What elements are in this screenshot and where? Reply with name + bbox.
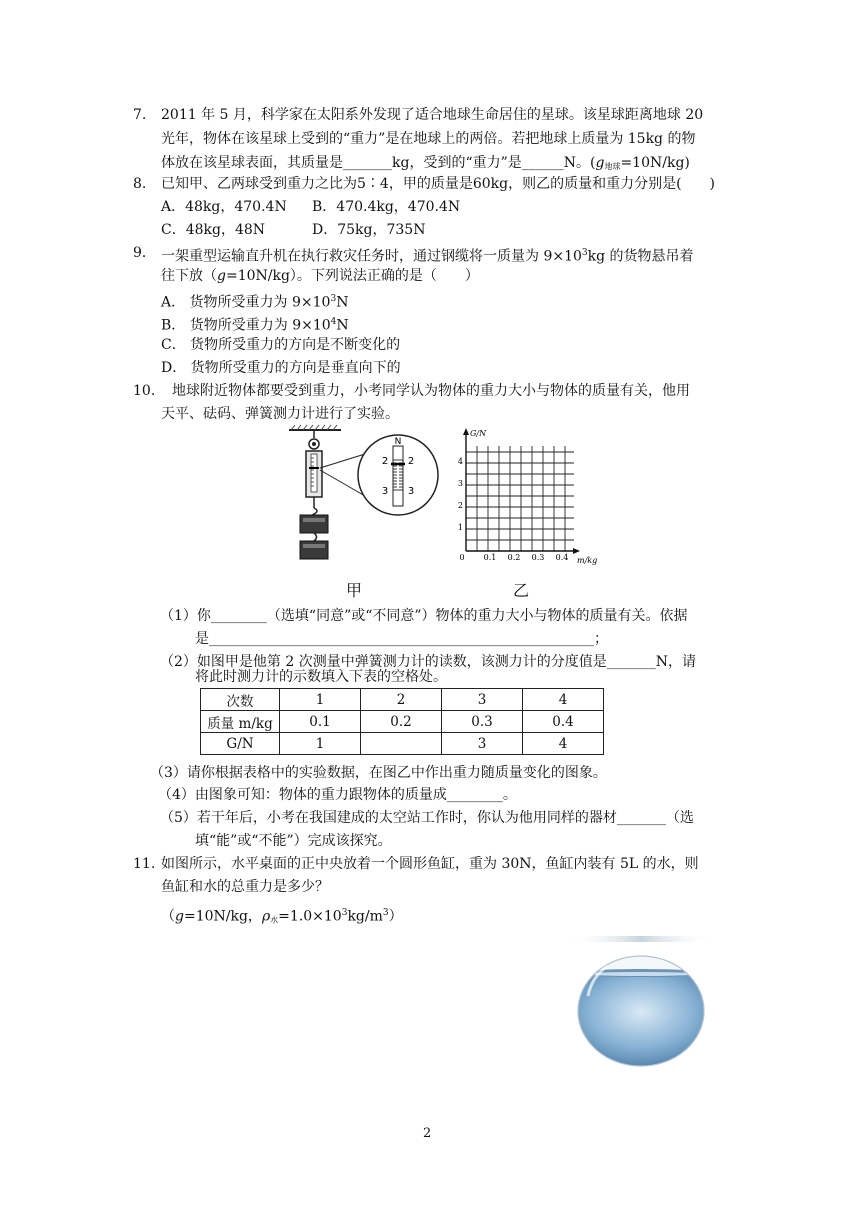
q8-number: 8.: [133, 176, 147, 192]
q7-line-2: 光年，物体在该星球上受到的“重力”是在地球上的两倍。若把地球上质量为 15kg 的物: [161, 131, 696, 147]
graph-y-axis-label: G/N: [470, 429, 487, 438]
table-cell: 0.3: [442, 711, 523, 733]
table-cell: 0.1: [280, 711, 361, 733]
q7-line-1: 2011 年 5 月，科学家在太阳系外发现了适合地球生命居住的星球。该星球距离地球 20: [161, 107, 704, 123]
q10-part-5-line-2: 填“能”或“不能”）完成该探究。: [195, 833, 392, 849]
q10-part-4: （4）由图象可知：物体的重力跟物体的质量成________。: [158, 787, 517, 803]
graph-x-axis-label: m/kg: [577, 556, 598, 565]
table-cell: 0.4: [523, 711, 604, 733]
table-row: [201, 733, 604, 755]
q10-line-1: 地球附近物体都要受到重力，小考同学认为物体的重力大小与物体的质量有关，他用: [172, 383, 690, 399]
q10-line-2: 天平、砝码、弹簧测力计进行了实验。: [161, 406, 399, 422]
graph-x-tick-0.1: 0.1: [483, 553, 497, 562]
q8-option-a: A．48kg，470.4N: [161, 199, 287, 215]
table-cell: 2: [361, 689, 442, 711]
table-cell: 4: [523, 733, 604, 755]
q7-line-3: 体放在该星球表面，其质量是_______kg，受到的“重力”是______N。$(g_{地球}=10N/kg)$: [161, 155, 690, 171]
fish-tank-image: [566, 936, 716, 1068]
q8-stem: 已知甲、乙两球受到重力之比为5∶4，甲的质量是60kg，则乙的质量和重力分别是( ): [161, 176, 715, 192]
table-cell: 1: [280, 733, 361, 755]
q10-part-3: （3）请你根据表格中的实验数据，在图乙中作出重力随质量变化的图象。: [150, 765, 607, 781]
q8-option-b: B．470.4kg，470.4N: [312, 199, 461, 215]
q10-part-2-line-1: （2）如图甲是他第 2 次测量中弹簧测力计的读数，该测力计的分度值是_______N，请: [160, 654, 696, 670]
dial-unit-label: N: [394, 437, 402, 447]
q11-number: 11.: [133, 856, 156, 872]
graph-y-tick-1: 1: [457, 523, 463, 532]
q10-part-5-line-1: （5）若干年后，小考在我国建成的太空站工作时，你认为他用同样的器材_______（选: [160, 810, 694, 826]
graph-x-tick-0.4: 0.4: [555, 553, 569, 562]
table-cell: 质量 m/kg: [201, 711, 280, 733]
q11-line-2: 鱼缸和水的总重力是多少？: [161, 879, 329, 895]
graph-x-tick-0: 0: [459, 553, 465, 562]
q8-option-c: C．48kg，48N: [161, 222, 266, 238]
table-cell: 3: [442, 733, 523, 755]
q9-option-b: B． 货物所受重力为 $9\times 10^4N$: [161, 317, 349, 334]
graph-x-tick-0.2: 0.2: [507, 553, 521, 562]
table-cell: 3: [442, 689, 523, 711]
table-row: [201, 711, 604, 733]
q10-number: 10.: [133, 383, 156, 399]
q10-part-1-line-2: 是_______________________________________________________；: [195, 631, 608, 647]
dial-tick-left-3: 3: [381, 486, 389, 497]
q9-option-c: C． 货物所受重力的方向是不断变化的: [161, 337, 401, 353]
table-cell: G/N: [201, 733, 280, 755]
q9-option-d: D． 货物所受重力的方向是垂直向下的: [161, 360, 401, 376]
q9-number: 9．: [133, 245, 156, 261]
table-row: [201, 689, 604, 711]
q9-line-1: 一架重型运输直升机在执行救灾任务时，通过钢缆将一质量为 $9\times 10^3kg$ 的货物悬吊着: [161, 248, 694, 265]
q10-part-1-line-1: （1）你________（选填“同意”或“不同意”）物体的重力大小与物体的质量有关。依据: [160, 608, 688, 624]
page-number: 2: [423, 1126, 432, 1141]
q11-line-3: （g=10N/kg，$\rho_水=1.0\times 10^3kg/m^3$）: [161, 908, 403, 925]
dial-tick-left-2: 2: [381, 456, 389, 467]
graph-y-tick-3: 3: [457, 479, 463, 488]
graph-y-tick-4: 4: [457, 457, 463, 466]
table-cell-blank: [361, 733, 442, 755]
figure-yi-label: 乙: [513, 581, 530, 600]
dial-tick-right-2: 2: [407, 456, 415, 467]
q9-line-2: 往下放（g=10N/kg）。下列说法正确的是（ ）: [161, 268, 479, 284]
dial-tick-right-3: 3: [407, 486, 415, 497]
measurement-table: [200, 688, 604, 755]
figure-jia-label: 甲: [346, 581, 363, 600]
table-cell: 1: [280, 689, 361, 711]
gravity-mass-graph: [450, 426, 600, 568]
table-cell: 4: [523, 689, 604, 711]
spring-scale-figure: [283, 424, 443, 568]
graph-y-tick-2: 2: [457, 501, 463, 510]
q7-number: 7.: [133, 107, 147, 123]
q11-line-1: 如图所示，水平桌面的正中央放着一个圆形鱼缸，重为 30N，鱼缸内装有 5L 的水，则: [161, 856, 699, 872]
q8-option-d: D．75kg，735N: [312, 222, 426, 238]
q10-part-2-line-2: 将此时测力计的示数填入下表的空格处。: [195, 669, 447, 685]
table-cell: 次数: [201, 689, 280, 711]
table-cell: 0.2: [361, 711, 442, 733]
q9-option-a: A． 货物所受重力为 $9\times 10^3N$: [161, 294, 349, 311]
graph-x-tick-0.3: 0.3: [531, 553, 545, 562]
